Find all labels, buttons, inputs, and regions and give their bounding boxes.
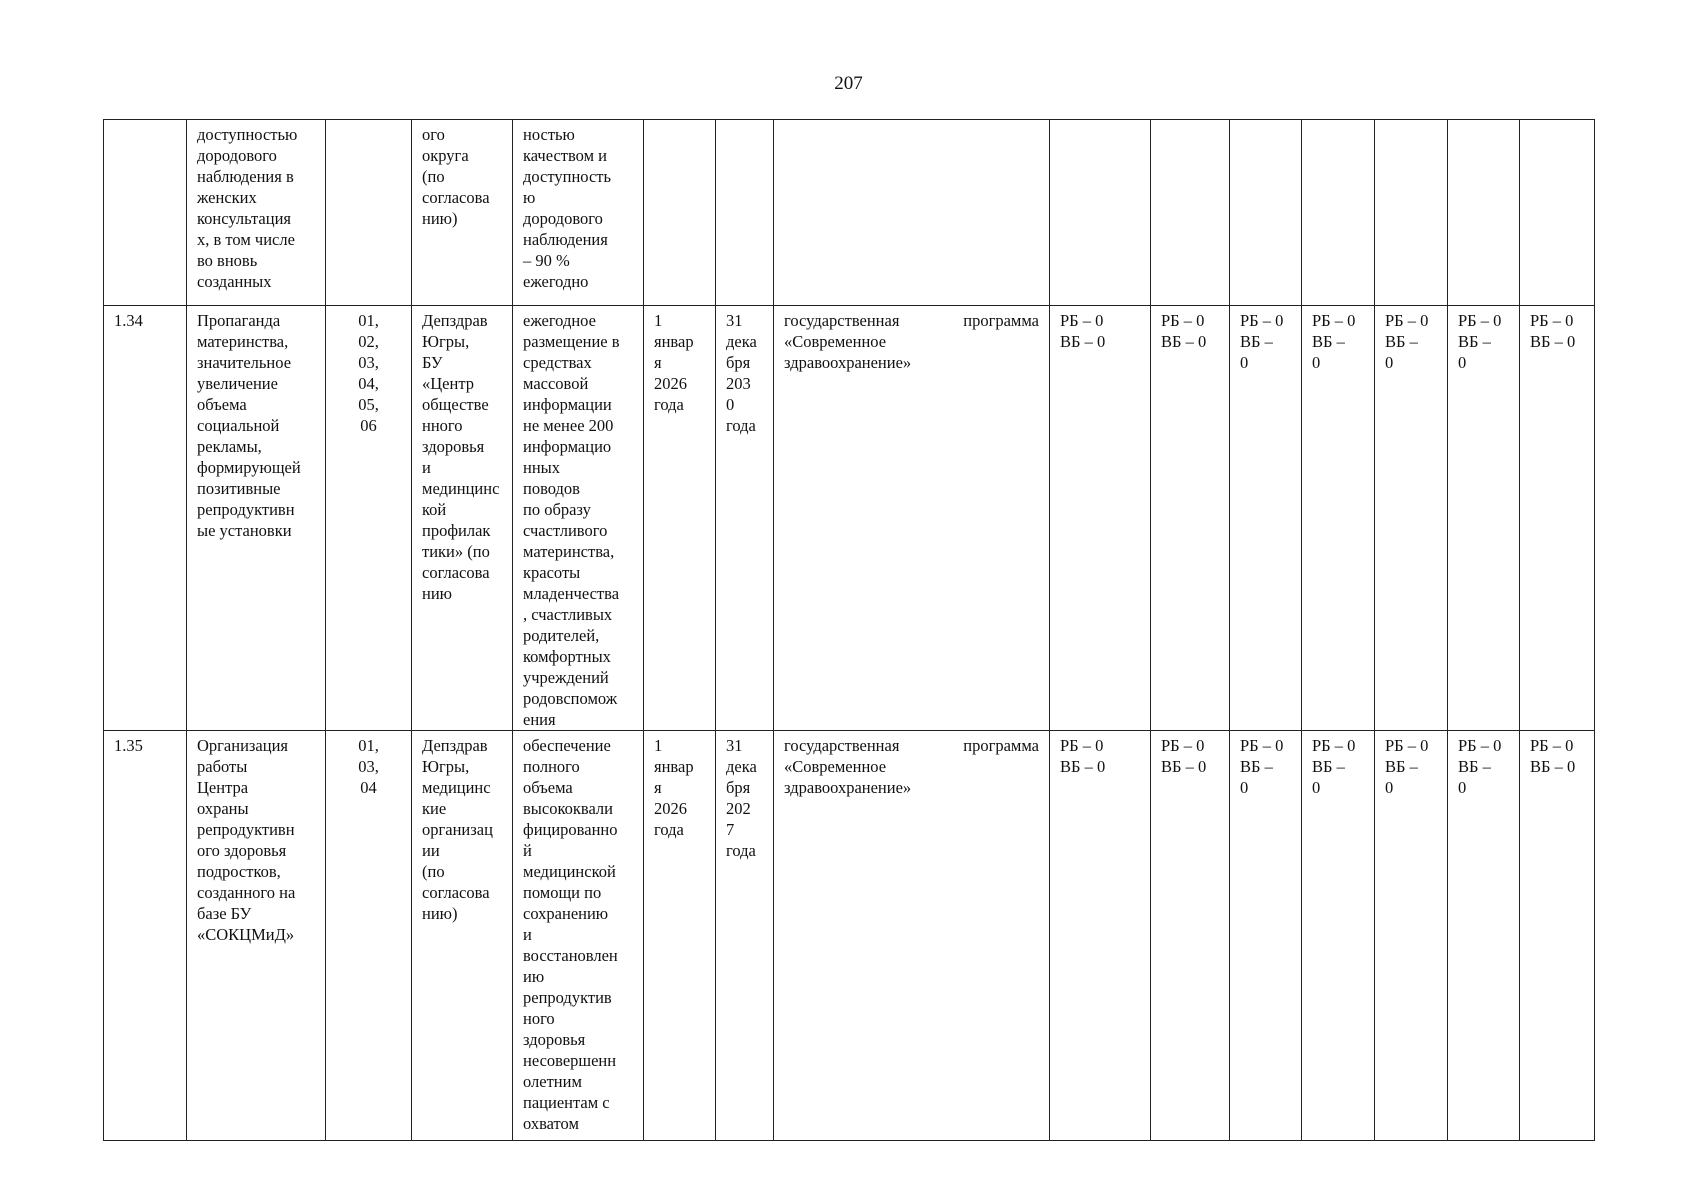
finance-cell [1230, 120, 1302, 306]
program-word-left: государственная [784, 736, 900, 755]
program-word-right: программа [963, 311, 1039, 330]
program-cell [774, 120, 1050, 306]
start-date-cell [644, 120, 716, 306]
program-word-right: программа [963, 736, 1039, 755]
finance-cell: РБ – 0 ВБ – 0 [1151, 306, 1230, 731]
program-cell [774, 731, 1050, 1141]
row-number-cell [104, 120, 187, 306]
finance-cell: РБ – 0 ВБ – 0 [1050, 731, 1151, 1141]
measures-table [103, 119, 1595, 1141]
executor-cell: ого округа (по согласова нию) [412, 120, 513, 306]
finance-cell: РБ – 0 ВБ – 0 [1302, 306, 1375, 731]
measure-name-cell: Организация работы Центра охраны репродуктивн ого здоровья подростков, созданного на базе БУ «СОКЦМиД» [187, 731, 326, 1141]
program-name: «Современное здравоохранение» [784, 332, 912, 372]
executor-cell: Депздрав Югры, медицинс кие организац ии (по согласова нию) [412, 731, 513, 1141]
program-word-left: государственная [784, 311, 900, 330]
codes-cell [326, 120, 412, 306]
measure-name-cell: доступностью дородового наблюдения в женских консультация х, в том числе во вновь созданных [187, 120, 326, 306]
table-row [104, 120, 1595, 306]
finance-cell: РБ – 0 ВБ – 0 [1520, 306, 1595, 731]
finance-cell: РБ – 0 ВБ – 0 [1448, 306, 1520, 731]
program-first-line [784, 310, 1039, 331]
finance-cell: РБ – 0 ВБ – 0 [1375, 731, 1448, 1141]
finance-cell: РБ – 0 ВБ – 0 [1050, 306, 1151, 731]
page-number: 207 [834, 73, 863, 94]
table-row [104, 731, 1595, 1141]
finance-cell: РБ – 0 ВБ – 0 [1375, 306, 1448, 731]
result-cell: ностью качеством и доступность ю дородового наблюдения – 90 % ежегодно [513, 120, 644, 306]
program-cell [774, 306, 1050, 731]
finance-cell [1448, 120, 1520, 306]
executor-cell: Депздрав Югры, БУ «Центр обществе нного здоровья и мединцинс кой профилак тики» (по согласова нию [412, 306, 513, 731]
finance-cell [1050, 120, 1151, 306]
end-date-cell [716, 120, 774, 306]
measure-name-cell: Пропаганда материнства, значительное увеличение объема социальной рекламы, формирующей позитивные репродуктивн ые установки [187, 306, 326, 731]
finance-cell [1151, 120, 1230, 306]
start-date-cell: 1 январ я 2026 года [644, 306, 716, 731]
program-name: «Современное здравоохранение» [784, 757, 912, 797]
codes-cell: 01, 03, 04 [326, 731, 412, 1141]
codes-cell: 01, 02, 03, 04, 05, 06 [326, 306, 412, 731]
finance-cell [1375, 120, 1448, 306]
finance-cell: РБ – 0 ВБ – 0 [1230, 731, 1302, 1141]
finance-cell: РБ – 0 ВБ – 0 [1230, 306, 1302, 731]
finance-cell: РБ – 0 ВБ – 0 [1448, 731, 1520, 1141]
finance-cell [1520, 120, 1595, 306]
end-date-cell: 31 дека бря 202 7 года [716, 731, 774, 1141]
start-date-cell: 1 январ я 2026 года [644, 731, 716, 1141]
finance-cell: РБ – 0 ВБ – 0 [1151, 731, 1230, 1141]
result-cell: ежегодное размещение в средствах массовой информации не менее 200 информацио нных поводов по образу счастливого материнства, красоты младенчества , счастливых родителей, комфортных учреждений родовспомож ения [513, 306, 644, 731]
finance-cell: РБ – 0 ВБ – 0 [1520, 731, 1595, 1141]
result-cell: обеспечение полного объема высококвали фицированно й медицинской помощи по сохранению и восстановлен ию репродуктив ного здоровья несовершенн олетним пациентам с охватом [513, 731, 644, 1141]
end-date-cell: 31 дека бря 203 0 года [716, 306, 774, 731]
table-row [104, 306, 1595, 731]
finance-cell: РБ – 0 ВБ – 0 [1302, 731, 1375, 1141]
row-number-cell: 1.34 [104, 306, 187, 731]
program-first-line [784, 735, 1039, 756]
row-number-cell: 1.35 [104, 731, 187, 1141]
finance-cell [1302, 120, 1375, 306]
